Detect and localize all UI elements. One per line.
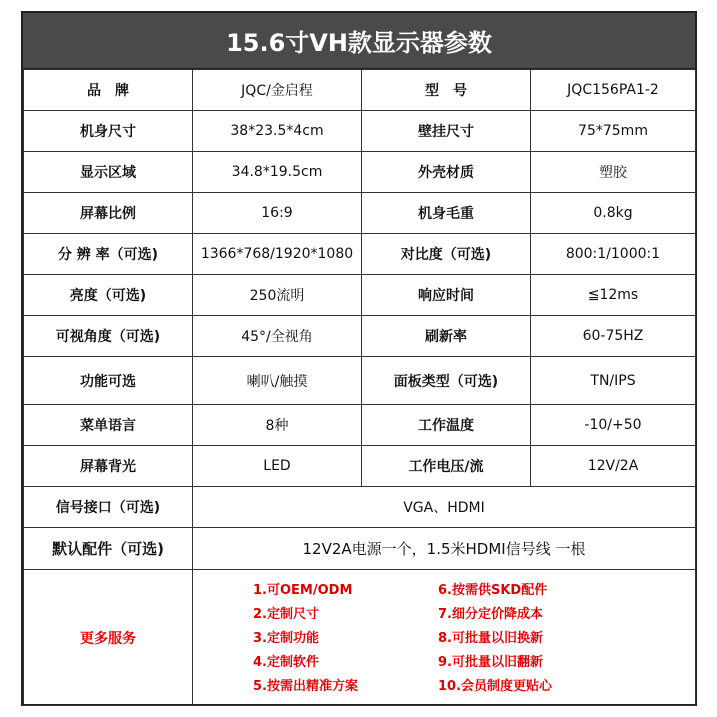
spec-label: 响应时间 — [362, 275, 531, 316]
table-row — [24, 111, 696, 152]
spec-label: 机身尺寸 — [24, 111, 193, 152]
spec-value: 45°/全视角 — [193, 316, 362, 357]
spec-label: 屏幕比例 — [24, 193, 193, 234]
spec-value: LED — [193, 446, 362, 487]
table-row — [24, 275, 696, 316]
spec-value: ≦12ms — [531, 275, 696, 316]
spec-value: 38*23.5*4cm — [193, 111, 362, 152]
spec-label: 外壳材质 — [362, 152, 531, 193]
table-row — [24, 152, 696, 193]
table-row — [24, 357, 696, 405]
spec-value: 塑胶 — [531, 152, 696, 193]
accessories-label: 默认配件（可选) — [24, 528, 193, 570]
service-item: 9.可批量以旧翻新 — [438, 655, 543, 670]
spec-value: 1366*768/1920*1080 — [193, 234, 362, 275]
page-title: 15.6寸VH款显示器参数 — [23, 13, 695, 69]
table-row — [24, 570, 696, 706]
service-item: 1.可OEM/ODM — [253, 583, 353, 598]
spec-value: 16:9 — [193, 193, 362, 234]
spec-label: 显示区域 — [24, 152, 193, 193]
spec-value: 34.8*19.5cm — [193, 152, 362, 193]
spec-label: 工作电压/流 — [362, 446, 531, 487]
service-item: 8.可批量以旧换新 — [438, 631, 543, 646]
spec-value: 800:1/1000:1 — [531, 234, 696, 275]
spec-table — [23, 69, 696, 706]
spec-label: 面板类型（可选) — [362, 357, 531, 405]
spec-label: 型 号 — [362, 70, 531, 111]
table-row — [24, 405, 696, 446]
spec-label: 机身毛重 — [362, 193, 531, 234]
spec-sheet — [21, 11, 697, 706]
spec-value: 250流明 — [193, 275, 362, 316]
service-item: 7.细分定价降成本 — [438, 607, 543, 622]
spec-value: 喇叭/触摸 — [193, 357, 362, 405]
table-row — [24, 316, 696, 357]
signal-value: VGA、HDMI — [193, 487, 696, 528]
table-row — [24, 446, 696, 487]
signal-label: 信号接口（可选) — [24, 487, 193, 528]
spec-label: 亮度（可选) — [24, 275, 193, 316]
services-label: 更多服务 — [24, 570, 193, 706]
table-row — [24, 70, 696, 111]
table-row — [24, 487, 696, 528]
spec-label: 壁挂尺寸 — [362, 111, 531, 152]
service-item: 10.会员制度更贴心 — [438, 679, 553, 694]
spec-label: 可视角度（可选) — [24, 316, 193, 357]
spec-label: 分 辨 率（可选) — [24, 234, 193, 275]
table-row — [24, 528, 696, 570]
service-item: 6.按需供SKD配件 — [438, 583, 548, 598]
service-item: 4.定制软件 — [253, 655, 319, 670]
spec-value: 0.8kg — [531, 193, 696, 234]
spec-value: 75*75mm — [531, 111, 696, 152]
spec-label: 屏幕背光 — [24, 446, 193, 487]
spec-value: JQC/金启程 — [193, 70, 362, 111]
spec-value: JQC156PA1-2 — [531, 70, 696, 111]
service-item: 3.定制功能 — [253, 631, 319, 646]
spec-value: 12V/2A — [531, 446, 696, 487]
spec-value: TN/IPS — [531, 357, 696, 405]
spec-label: 工作温度 — [362, 405, 531, 446]
service-item: 2.定制尺寸 — [253, 607, 319, 622]
table-row — [24, 193, 696, 234]
table-row — [24, 234, 696, 275]
spec-value: -10/+50 — [531, 405, 696, 446]
service-item: 5.按需出精准方案 — [253, 679, 358, 694]
spec-label: 品 牌 — [24, 70, 193, 111]
spec-label: 刷新率 — [362, 316, 531, 357]
services-list — [193, 579, 695, 696]
spec-value: 8种 — [193, 405, 362, 446]
services-cell — [193, 570, 696, 706]
spec-value: 60-75HZ — [531, 316, 696, 357]
spec-label: 菜单语言 — [24, 405, 193, 446]
accessories-value: 12V2A电源一个，1.5米HDMI信号线 一根 — [193, 528, 696, 570]
spec-label: 对比度（可选) — [362, 234, 531, 275]
spec-label: 功能可选 — [24, 357, 193, 405]
